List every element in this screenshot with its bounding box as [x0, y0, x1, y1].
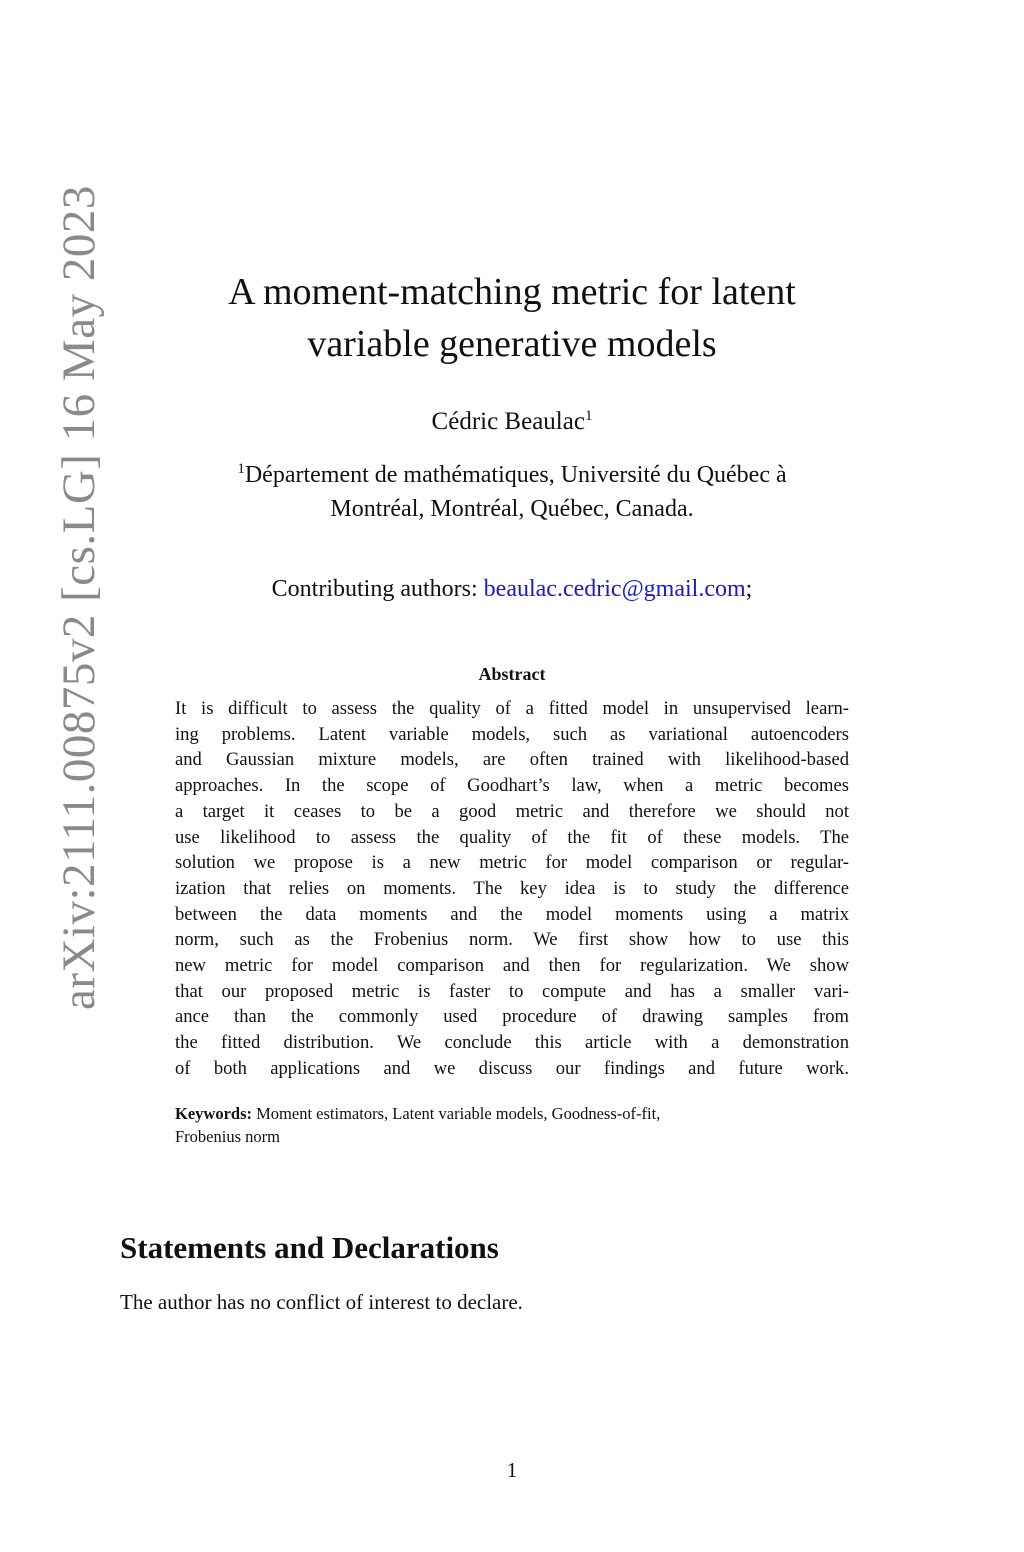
- statements-text: The author has no conflict of interest to declare.: [120, 1290, 523, 1314]
- affiliation-mark: 1: [237, 461, 245, 477]
- page-number: 1: [506, 1458, 518, 1482]
- author-email-link[interactable]: beaulac.cedric@gmail.com: [483, 576, 746, 602]
- abstract-line: new metric for model comparison and then for regularization. We show: [175, 955, 849, 977]
- abstract-line: ization that relies on moments. The key idea is to study the difference: [175, 877, 849, 899]
- abstract-line: norm, such as the Frobenius norm. We first show how to use this: [175, 929, 849, 951]
- abstract-line: ance than the commonly used procedure of drawing samples from: [175, 1006, 849, 1028]
- keywords-label: Keywords:: [175, 1104, 252, 1123]
- affiliation-line-1: Département de mathématiques, Université du Québec à: [244, 462, 787, 488]
- arxiv-identifier-stamp: arXiv:2111.00875v2 [cs.LG] 16 May 2023: [53, 185, 105, 1010]
- affiliation: [160, 458, 864, 526]
- abstract-body: [175, 696, 849, 1082]
- affiliation-line-2: Montréal, Montréal, Québec, Canada.: [330, 496, 694, 522]
- abstract-line: between the data moments and the model moments using a matrix: [175, 903, 849, 925]
- author-line: [160, 408, 864, 436]
- abstract-line: and Gaussian mixture models, are often trained with likelihood-based: [175, 749, 849, 771]
- abstract-line: ing problems. Latent variable models, such as variational autoencoders: [175, 723, 849, 745]
- abstract-line: solution we propose is a new metric for model comparison or regular-: [175, 852, 849, 874]
- abstract-line: It is difficult to assess the quality of a fitted model in unsupervised learn-: [175, 698, 849, 719]
- statements-heading: Statements and Declarations: [120, 1230, 499, 1265]
- title-line-2: variable generative models: [307, 323, 717, 365]
- title-line-1: A moment-matching metric for latent: [228, 271, 796, 313]
- abstract-line: that our proposed metric is faster to compute and has a smaller vari-: [175, 980, 849, 1002]
- author-affiliation-mark: 1: [584, 408, 593, 424]
- abstract-line: of both applications and we discuss our findings and future work.: [175, 1057, 849, 1079]
- keywords-line-2: Frobenius norm: [175, 1127, 280, 1146]
- keywords: [175, 1102, 849, 1148]
- contributing-authors: [160, 576, 864, 603]
- abstract-line: approaches. In the scope of Goodhart’s law, when a metric becomes: [175, 775, 849, 797]
- paper-title: [160, 266, 864, 370]
- author-name: Cédric Beaulac: [431, 408, 585, 435]
- abstract-line: use likelihood to assess the quality of the fit of these models. The: [175, 826, 849, 848]
- contributing-suffix: ;: [745, 576, 753, 602]
- abstract-line: a target it ceases to be a good metric and therefore we should not: [175, 800, 849, 822]
- contributing-label: Contributing authors:: [271, 576, 484, 602]
- abstract-line: the fitted distribution. We conclude this article with a demonstration: [175, 1032, 849, 1054]
- abstract-heading: Abstract: [478, 664, 546, 684]
- keywords-line-1: Moment estimators, Latent variable models, Goodness-of-fit,: [252, 1104, 661, 1123]
